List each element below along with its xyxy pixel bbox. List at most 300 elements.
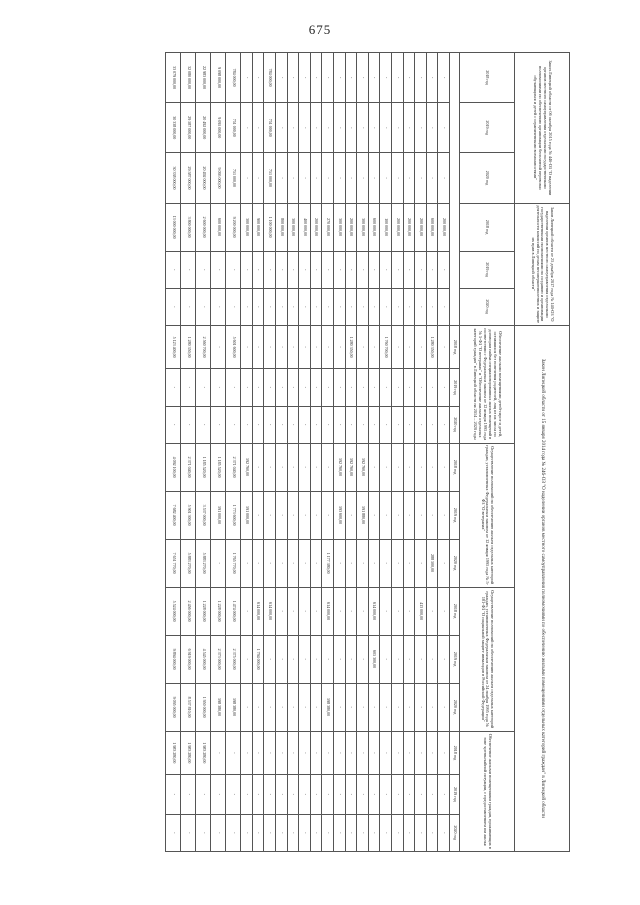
table-cell: - [322, 251, 334, 288]
table-cell: - [226, 369, 241, 406]
table-cell: - [264, 539, 276, 587]
table-cell: - [403, 103, 415, 153]
table-cell: - [426, 587, 438, 635]
table-cell: - [287, 683, 299, 731]
table-cell: 2 371 040,00 [181, 443, 196, 491]
table-cell: - [415, 814, 427, 851]
law-b-header: Закон Липецкой области от 25 декабря 2017 года № 140-ОЗ "О наделении органов местного самоуправления отдельными государственными полномочиями по созданию и организации деятельности комиссий по делам несовершеннолетних и защите их прав в Липецкой области" [515, 203, 570, 325]
table-cell: 4 545 000,00 [196, 635, 211, 683]
table-cell: - [241, 251, 253, 288]
table-cell: - [438, 251, 450, 288]
table-cell: - [380, 731, 392, 775]
table-cell: 30 338 000,00 [166, 103, 181, 153]
year-header: 2019 год [460, 251, 515, 288]
table-cell: - [322, 443, 334, 491]
table-row [211, 53, 226, 852]
table-cell: - [357, 731, 369, 775]
year-header: 2020 год [450, 539, 460, 587]
table-cell: 13 000 000,00 [166, 203, 181, 251]
table-cell: - [368, 814, 380, 851]
table-cell: - [357, 288, 369, 325]
table-cell: - [310, 775, 322, 814]
table-cell: - [368, 683, 380, 731]
table-cell: - [426, 491, 438, 539]
table-cell: 1 280 350,00 [181, 325, 196, 369]
table-cell: - [380, 103, 392, 153]
table-cell: 751 000,00 [264, 153, 276, 203]
table-cell: - [403, 406, 415, 443]
table-cell: - [345, 635, 357, 683]
table-cell: - [415, 53, 427, 103]
table-cell: - [415, 406, 427, 443]
table-cell: - [438, 325, 450, 369]
table-cell: - [438, 153, 450, 203]
table-cell: 614 000,00 [252, 587, 264, 635]
table-cell: - [415, 251, 427, 288]
table-cell: - [334, 775, 346, 814]
year-header: 2018 год [460, 203, 515, 251]
table-cell: - [241, 731, 253, 775]
table-cell: - [310, 635, 322, 683]
table-cell: - [345, 406, 357, 443]
table-cell: - [380, 587, 392, 635]
table-cell: - [252, 683, 264, 731]
table-cell: 1 983 280,00 [166, 731, 181, 775]
table-cell: - [196, 406, 211, 443]
table-cell: 5 883 270,00 [196, 539, 211, 587]
table-cell: - [299, 775, 311, 814]
year-header: 2020 год [460, 153, 515, 203]
table-cell: - [368, 153, 380, 203]
table-cell: - [392, 103, 404, 153]
table-cell: - [357, 406, 369, 443]
table-cell: - [392, 325, 404, 369]
table-cell: - [252, 53, 264, 103]
table-cell: - [166, 369, 181, 406]
table-cell: - [368, 325, 380, 369]
table-cell: - [287, 635, 299, 683]
table-cell: 200 000,00 [392, 203, 404, 251]
table-cell: - [322, 53, 334, 103]
sub-header-c1: Обеспечение жилыми помещениями детей-сирот и детей, оставшихся без попечения родителей, лиц из их числа по договорам найма специализированных жилых помещений в соответствии с Федеральным законом от 12 января 1995 года № 5-ФЗ "О ветеранах" и "Обеспечение жильем отдельных категорий граждан" в Липецкой области на 2014 – 2020 годы [460, 325, 515, 443]
table-cell: - [438, 635, 450, 683]
table-cell: - [276, 325, 288, 369]
table-cell: - [241, 53, 253, 103]
table-cell: - [166, 251, 181, 288]
table-cell: - [299, 587, 311, 635]
table-cell: - [426, 53, 438, 103]
table-cell: 5 883 270,00 [181, 539, 196, 587]
table-cell: 598 380,00 [322, 683, 334, 731]
table-cell: 784 000,00 [264, 53, 276, 103]
table-cell: - [310, 491, 322, 539]
table-cell: - [299, 443, 311, 491]
table-cell: - [415, 443, 427, 491]
table-cell: - [334, 153, 346, 203]
table-row [241, 53, 253, 852]
table-cell: - [264, 683, 276, 731]
table-cell: - [226, 731, 241, 775]
table-cell: - [403, 491, 415, 539]
year-header: 2019 год [450, 491, 460, 539]
table-cell: 200 000,00 [345, 203, 357, 251]
table-cell: 20 492 000,00 [196, 153, 211, 203]
table-cell: - [264, 731, 276, 775]
table-cell: - [345, 814, 357, 851]
table-cell: 5 123 400,00 [166, 325, 181, 369]
table-cell: - [322, 325, 334, 369]
table-cell: - [181, 369, 196, 406]
table-cell: - [264, 814, 276, 851]
table-cell: - [276, 539, 288, 587]
table-cell: - [310, 406, 322, 443]
table-cell: - [438, 731, 450, 775]
year-header: 2020 год [460, 288, 515, 325]
table-cell: - [334, 103, 346, 153]
table-cell: - [181, 406, 196, 443]
table-cell: - [241, 288, 253, 325]
table-row [299, 53, 311, 852]
table-cell: - [368, 775, 380, 814]
table-cell: 200 000,00 [438, 203, 450, 251]
table-cell: - [380, 406, 392, 443]
table-cell: - [403, 731, 415, 775]
table-cell: - [166, 288, 181, 325]
table-cell: - [415, 325, 427, 369]
table-cell: 1 765 770,00 [226, 539, 241, 587]
table-cell: - [241, 369, 253, 406]
table-cell: - [299, 491, 311, 539]
table-cell: - [392, 53, 404, 103]
table-cell: 1 280 350,00 [345, 325, 357, 369]
table-cell: - [310, 731, 322, 775]
table-cell: - [241, 814, 253, 851]
sub-header-d: Обеспечение жилыми помещениями граждан, проживающих в зоне чрезвычайной ситуации, с предоставлением им жилья [460, 731, 515, 851]
sub-header-c2: Осуществление полномочий по обеспечению жильем отдельных категорий граждан, установленных Федеральным законом от 12 января 1995 года № 5-ФЗ "О ветеранах" [460, 443, 515, 587]
year-header: 2019 год [460, 103, 515, 153]
table-cell: 1 983 280,00 [196, 731, 211, 775]
table-cell: - [392, 288, 404, 325]
table-cell: - [322, 775, 334, 814]
table-cell: - [334, 53, 346, 103]
table-cell: 2 375 000,00 [226, 635, 241, 683]
table-cell: - [276, 587, 288, 635]
table-cell: - [438, 103, 450, 153]
header-spacer [450, 53, 460, 326]
table-cell: - [438, 539, 450, 587]
table-cell: - [276, 814, 288, 851]
table-cell: 3 537 000,00 [196, 491, 211, 539]
budget-table [165, 52, 570, 852]
year-header: 2020 год [450, 406, 460, 443]
table-cell: 614 000,00 [264, 587, 276, 635]
year-header: 2020 год [450, 683, 460, 731]
table-cell: - [426, 251, 438, 288]
table-cell: - [357, 325, 369, 369]
table-cell: - [252, 406, 264, 443]
table-cell: - [252, 731, 264, 775]
table-cell: - [380, 443, 392, 491]
table-cell: 1 177 380,00 [322, 539, 334, 587]
table-cell: 1 950 000,00 [196, 683, 211, 731]
table-cell: - [403, 53, 415, 103]
table-cell: 1 228 000,00 [196, 587, 211, 635]
table-cell: 9 894 000,00 [166, 635, 181, 683]
table-cell: - [252, 251, 264, 288]
table-row [166, 53, 181, 852]
table-cell: - [299, 325, 311, 369]
table-cell: - [357, 539, 369, 587]
table-cell: - [415, 539, 427, 587]
table-cell: 100 000,00 [380, 203, 392, 251]
table-cell: - [357, 369, 369, 406]
table-cell: 1 185 520,00 [196, 443, 211, 491]
table-cell: - [322, 103, 334, 153]
table-cell: - [310, 103, 322, 153]
table-cell: 6 919 000,00 [181, 635, 196, 683]
table-cell: - [166, 775, 181, 814]
table-cell: 751 000,00 [226, 153, 241, 203]
table-cell: - [426, 369, 438, 406]
table-cell: - [181, 251, 196, 288]
table-cell: - [299, 288, 311, 325]
table-cell: - [299, 635, 311, 683]
table-cell: 29 587 000,00 [181, 153, 196, 203]
table-cell: 593 600,00 [334, 491, 346, 539]
table-cell: - [276, 251, 288, 288]
table-row [334, 53, 346, 852]
table-cell: - [345, 731, 357, 775]
table-cell: - [299, 683, 311, 731]
table-cell: - [392, 369, 404, 406]
table-cell: - [264, 288, 276, 325]
table-cell: 614 000,00 [368, 587, 380, 635]
table-cell: - [299, 814, 311, 851]
table-cell: - [368, 288, 380, 325]
table-cell: - [334, 731, 346, 775]
table-cell: - [415, 683, 427, 731]
table-cell: 605 300,00 [368, 635, 380, 683]
table-cell: - [403, 153, 415, 203]
table-cell: - [415, 731, 427, 775]
table-cell: - [380, 491, 392, 539]
table-cell: - [334, 683, 346, 731]
table-cell: - [334, 635, 346, 683]
table-cell: 2 560 700,00 [196, 325, 211, 369]
table-cell: 600 000,00 [211, 203, 226, 251]
table-cell: - [380, 775, 392, 814]
table-cell: - [392, 491, 404, 539]
table-cell: 200 000,00 [403, 203, 415, 251]
table-cell: 9 098 000,00 [211, 53, 226, 103]
table-cell: - [276, 491, 288, 539]
table-cell: - [438, 53, 450, 103]
table-cell: 591 880,00 [357, 491, 369, 539]
table-cell: - [357, 53, 369, 103]
table-cell: - [181, 288, 196, 325]
table-cell: - [438, 814, 450, 851]
table-cell: - [252, 775, 264, 814]
table-cell: - [368, 539, 380, 587]
table-cell: - [310, 443, 322, 491]
table-cell: 1 228 000,00 [211, 587, 226, 635]
year-header: 2018 год [450, 443, 460, 491]
table-cell: - [322, 153, 334, 203]
table-cell: - [415, 288, 427, 325]
table-cell: - [196, 814, 211, 851]
table-cell: - [415, 153, 427, 203]
table-cell: - [426, 814, 438, 851]
table-cell: - [392, 251, 404, 288]
table-cell: - [181, 814, 196, 851]
table-cell: - [276, 635, 288, 683]
sub-header-c3: Осуществление полномочий по обеспечению жильем отдельных категорий граждан, установленных Федеральным законом от 24 ноября 1995 года № 181-ФЗ "О социальной защите инвалидов в Российской Федерации" [460, 587, 515, 731]
table-cell: - [438, 443, 450, 491]
table-cell: - [241, 406, 253, 443]
table-cell: - [299, 406, 311, 443]
table-cell: - [357, 251, 369, 288]
table-cell: - [226, 251, 241, 288]
table-cell: 9 095 000,00 [211, 103, 226, 153]
table-cell: 1 983 280,00 [181, 731, 196, 775]
table-cell: 751 000,00 [264, 103, 276, 153]
table-cell: - [322, 731, 334, 775]
table-cell: - [368, 731, 380, 775]
table-cell: - [310, 53, 322, 103]
table-cell: - [380, 251, 392, 288]
table-cell: - [345, 369, 357, 406]
table-cell: - [299, 251, 311, 288]
year-header: 2018 год [450, 587, 460, 635]
table-cell: - [310, 153, 322, 203]
table-cell: 591 000,00 [211, 491, 226, 539]
table-row [380, 53, 392, 852]
table-cell: - [166, 406, 181, 443]
table-cell: - [299, 539, 311, 587]
table-cell: - [426, 775, 438, 814]
table-cell: - [368, 369, 380, 406]
table-cell: - [287, 369, 299, 406]
table-cell: 300 000,00 [334, 203, 346, 251]
table-cell: - [211, 369, 226, 406]
table-cell: - [252, 491, 264, 539]
table-cell: - [241, 539, 253, 587]
table-cell: - [287, 325, 299, 369]
table-cell: - [241, 635, 253, 683]
table-cell: - [345, 539, 357, 587]
table-cell: - [287, 775, 299, 814]
table-cell: - [334, 539, 346, 587]
table-cell: - [211, 251, 226, 288]
table-cell: - [392, 153, 404, 203]
table-cell: - [252, 103, 264, 153]
table-cell: - [368, 406, 380, 443]
table-cell: - [426, 153, 438, 203]
table-cell: - [415, 635, 427, 683]
table-cell: - [264, 775, 276, 814]
table-cell: 2 456 000,00 [181, 587, 196, 635]
table-cell: - [241, 103, 253, 153]
table-cell: - [426, 103, 438, 153]
table-cell: - [368, 103, 380, 153]
table-cell: 7 682 400,00 [166, 491, 181, 539]
table-cell: - [392, 775, 404, 814]
table-cell: - [241, 587, 253, 635]
table-cell: - [438, 683, 450, 731]
table-cell: - [322, 406, 334, 443]
table-cell: - [310, 539, 322, 587]
table-cell: - [252, 539, 264, 587]
table-cell: - [368, 251, 380, 288]
year-header: 2018 год [450, 731, 460, 775]
table-cell: - [299, 731, 311, 775]
table-cell: - [252, 325, 264, 369]
table-cell: - [322, 491, 334, 539]
rotated-table-page [91, 52, 570, 852]
table-cell: - [380, 153, 392, 203]
table-row [287, 53, 299, 852]
table-cell: - [276, 103, 288, 153]
table-cell: 400 000,00 [299, 203, 311, 251]
table-cell: - [276, 288, 288, 325]
table-cell: - [287, 443, 299, 491]
table-cell: 5 524 000,00 [166, 587, 181, 635]
law-c-header: Закон Липецкой области от 15 января 2014 года № 246-ОЗ "О наделении органов местного самоуправления полномочиями по обеспечению жилыми помещениями отдельных категорий граждан" в Липецкой области [515, 325, 570, 851]
year-header: 2019 год [450, 369, 460, 406]
table-cell: - [252, 288, 264, 325]
table-cell: - [334, 288, 346, 325]
table-cell: - [438, 775, 450, 814]
table-cell: - [438, 369, 450, 406]
table-cell: - [287, 814, 299, 851]
table-cell: 22 983 000,00 [196, 53, 211, 103]
table-cell: - [287, 53, 299, 103]
table-cell: - [299, 53, 311, 103]
table-cell: - [380, 369, 392, 406]
table-cell: 2 371 040,00 [226, 443, 241, 491]
table-cell: - [392, 539, 404, 587]
table-cell: - [403, 775, 415, 814]
table-cell: - [287, 587, 299, 635]
table-cell: - [181, 775, 196, 814]
table-cell: - [334, 587, 346, 635]
table-cell: - [415, 103, 427, 153]
table-cell: - [310, 288, 322, 325]
table-row [357, 53, 369, 852]
table-row [181, 53, 196, 852]
table-row [368, 53, 380, 852]
table-cell: 592 760,00 [241, 443, 253, 491]
table-cell: - [357, 587, 369, 635]
table-cell: - [196, 251, 211, 288]
table-cell: - [226, 288, 241, 325]
table-cell: 288 500,00 [426, 539, 438, 587]
table-cell: - [310, 683, 322, 731]
table-cell: 32 080 000,00 [181, 53, 196, 103]
table-cell: - [368, 491, 380, 539]
table-cell: - [334, 406, 346, 443]
table-cell: - [345, 288, 357, 325]
table-cell: - [276, 683, 288, 731]
table-cell: 592 760,00 [345, 443, 357, 491]
table-cell: - [196, 369, 211, 406]
table-cell: - [211, 775, 226, 814]
table-cell: - [276, 443, 288, 491]
table-cell: - [357, 103, 369, 153]
table-row [345, 53, 357, 852]
table-cell: - [392, 635, 404, 683]
table-cell: 300 000,00 [357, 203, 369, 251]
